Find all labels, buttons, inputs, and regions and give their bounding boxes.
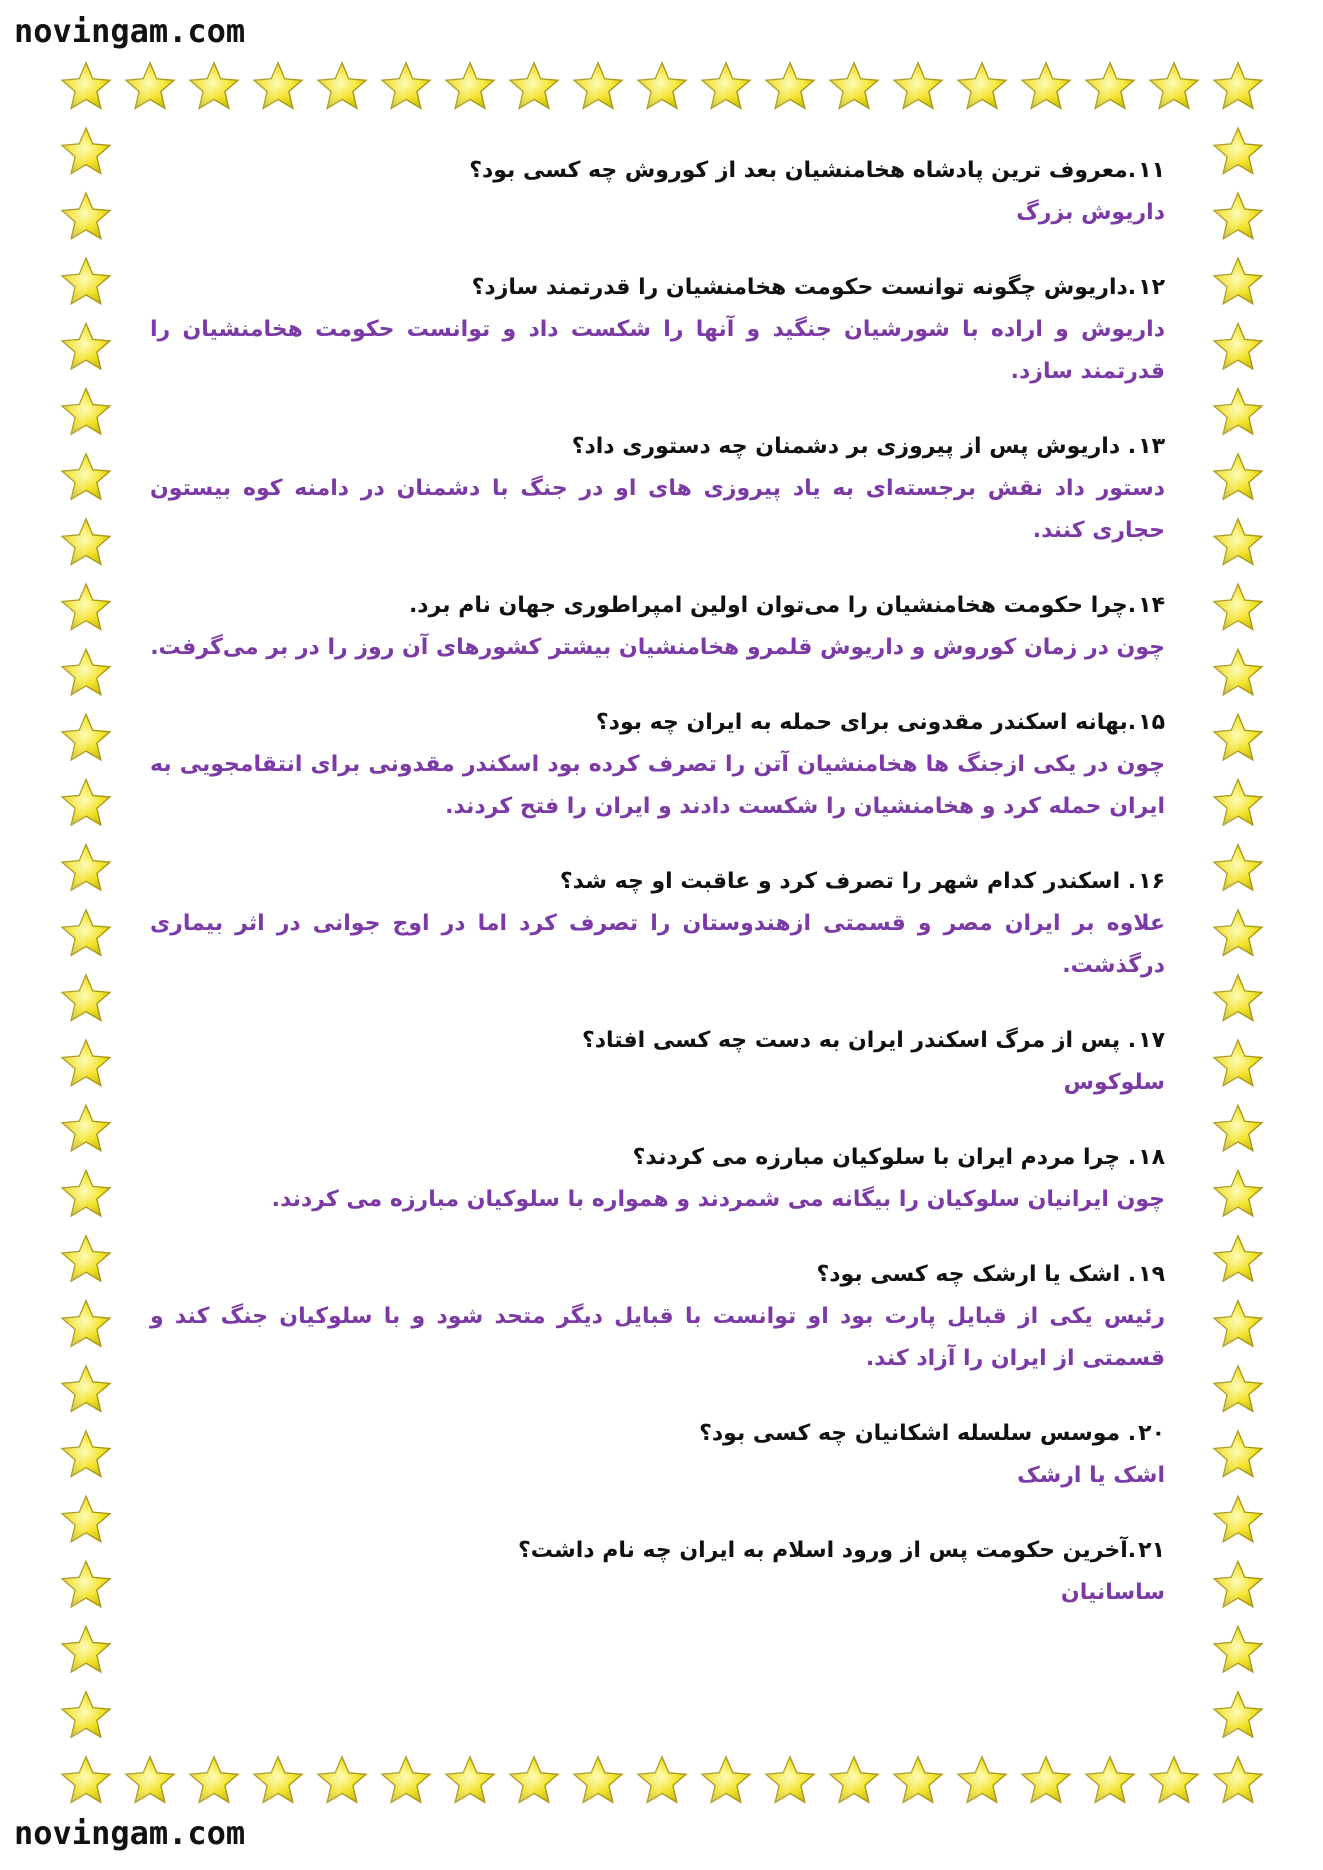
star-icon	[894, 63, 942, 109]
question-text: .داریوش چگونه توانست حکومت هخامنشیان را قدرتمند سازد؟	[471, 275, 1137, 300]
question	[150, 1137, 1165, 1179]
question-text: . پس از مرگ اسکندر ایران به دست چه کسی افتاد؟	[581, 1028, 1137, 1053]
question-number: ۱۳	[1138, 434, 1165, 459]
star-icon	[830, 1757, 878, 1803]
qa-item-13	[150, 426, 1165, 552]
question-number: ۱۲	[1138, 275, 1165, 300]
question	[150, 150, 1165, 192]
star-icon	[62, 845, 110, 891]
star-icon	[126, 1757, 174, 1803]
star-icon	[62, 258, 110, 304]
star-icon	[62, 1105, 110, 1151]
star-icon	[62, 975, 110, 1021]
star-icon	[318, 1757, 366, 1803]
star-icon	[62, 1496, 110, 1542]
star-icon	[958, 1757, 1006, 1803]
star-icon	[702, 1757, 750, 1803]
star-icon	[1214, 63, 1262, 109]
question-number: ۱۸	[1138, 1145, 1165, 1170]
star-icon	[1214, 1301, 1262, 1347]
star-icon	[1214, 1561, 1262, 1607]
star-icon	[62, 193, 110, 239]
star-icon	[62, 128, 110, 174]
star-icon	[62, 1301, 110, 1347]
answer: چون ایرانیان سلوکیان را بیگانه می شمردند و همواره با سلوکیان مبارزه می کردند.	[271, 1187, 1165, 1212]
answer: داریوش بزرگ	[1016, 200, 1165, 225]
star-icon	[830, 63, 878, 109]
star-icon	[766, 63, 814, 109]
star-icon	[62, 323, 110, 369]
watermark-top: novingam.com	[14, 12, 246, 50]
question-text: .آخرین حکومت پس از ورود اسلام به ایران چه نام داشت؟	[518, 1538, 1137, 1563]
question-number: ۱۵	[1138, 710, 1165, 735]
qa-item-14	[150, 585, 1165, 669]
question	[150, 1254, 1165, 1296]
star-icon	[1214, 1170, 1262, 1216]
star-icon	[62, 649, 110, 695]
question-number: ۱۶	[1138, 869, 1165, 894]
star-icon	[894, 1757, 942, 1803]
star-icon	[1214, 910, 1262, 956]
star-icon	[1022, 63, 1070, 109]
answer: دستور داد نقش برجسته‌ای به یاد پیروزی های او در جنگ با دشمنان در دامنه کوه بیستون حجاری کنند.	[150, 476, 1165, 543]
star-icon	[1214, 845, 1262, 891]
star-icon	[254, 1757, 302, 1803]
star-icon	[62, 714, 110, 760]
watermark-bottom: novingam.com	[14, 1814, 246, 1852]
star-icon	[510, 63, 558, 109]
star-icon	[254, 63, 302, 109]
star-icon	[766, 1757, 814, 1803]
question-number: ۱۱	[1138, 158, 1165, 183]
star-icon	[1214, 714, 1262, 760]
question-number: ۱۷	[1138, 1028, 1165, 1053]
star-icon	[62, 584, 110, 630]
star-icon	[1214, 1366, 1262, 1412]
qa-item-17	[150, 1020, 1165, 1104]
star-icon	[446, 1757, 494, 1803]
star-icon	[1214, 649, 1262, 695]
question-number: ۱۴	[1138, 593, 1165, 618]
star-icon	[1214, 454, 1262, 500]
star-icon	[1086, 63, 1134, 109]
answer: رئیس یکی از قبایل پارت بود او توانست با قبایل دیگر متحد شود و با سلوکیان جنگ کند و قسمتی از ایران را آزاد کند.	[150, 1304, 1165, 1371]
answer: علاوه بر ایران مصر و قسمتی ازهندوستان را تصرف کرد اما در اوج جوانی در اثر بیماری درگذشت.	[150, 911, 1165, 978]
question-text: .بهانه اسکندر مقدونی برای حمله به ایران چه بود؟	[595, 710, 1137, 735]
star-icon	[1022, 1757, 1070, 1803]
star-icon	[1214, 519, 1262, 565]
star-icon	[190, 63, 238, 109]
answer: اشک یا ارشک	[1017, 1463, 1165, 1488]
star-icon	[1214, 1105, 1262, 1151]
star-icon	[62, 63, 110, 109]
star-icon	[1214, 1040, 1262, 1086]
qa-item-15	[150, 702, 1165, 828]
star-icon	[62, 1561, 110, 1607]
star-icon	[1150, 63, 1198, 109]
star-icon	[1214, 258, 1262, 304]
star-icon	[574, 63, 622, 109]
star-icon	[318, 63, 366, 109]
qa-item-21	[150, 1530, 1165, 1614]
question	[150, 861, 1165, 903]
answer: چون در یکی ازجنگ ها هخامنشیان آتن را تصرف کرده بود اسکندر مقدونی برای انتقامجویی به ایران حمله کرد و هخامنشیان را شکست دادند و ایران را فتح کردند.	[150, 752, 1165, 819]
question-number: ۲۱	[1138, 1538, 1165, 1563]
question-text: . چرا مردم ایران با سلوکیان مبارزه می کردند؟	[632, 1145, 1137, 1170]
star-icon	[1214, 128, 1262, 174]
star-icon	[1214, 193, 1262, 239]
question-text: . موسس سلسله اشکانیان چه کسی بود؟	[699, 1421, 1137, 1446]
question	[150, 1020, 1165, 1062]
star-icon	[62, 1431, 110, 1477]
star-icon	[1214, 1236, 1262, 1282]
star-icon	[1150, 1757, 1198, 1803]
star-icon	[1214, 389, 1262, 435]
qa-item-11	[150, 150, 1165, 234]
star-icon	[574, 1757, 622, 1803]
question	[150, 1413, 1165, 1455]
star-icon	[62, 519, 110, 565]
star-icon	[1214, 584, 1262, 630]
star-icon	[62, 1366, 110, 1412]
star-icon	[62, 1170, 110, 1216]
star-icon	[702, 63, 750, 109]
star-icon	[126, 63, 174, 109]
star-icon	[62, 1040, 110, 1086]
star-icon	[62, 1757, 110, 1803]
star-icon	[638, 63, 686, 109]
question-text: .چرا حکومت هخامنشیان را می‌توان اولین امپراطوری جهان نام برد.	[408, 593, 1137, 618]
star-icon	[1214, 323, 1262, 369]
star-icon	[382, 63, 430, 109]
qa-list	[150, 150, 1165, 1647]
star-icon	[446, 63, 494, 109]
star-icon	[1214, 1626, 1262, 1672]
star-icon	[1214, 1496, 1262, 1542]
star-icon	[62, 779, 110, 825]
question	[150, 426, 1165, 468]
star-icon	[1214, 779, 1262, 825]
star-icon	[1214, 1692, 1262, 1738]
question-text: .معروف ترین پادشاه هخامنشیان بعد از کوروش چه کسی بود؟	[469, 158, 1137, 183]
star-icon	[510, 1757, 558, 1803]
star-icon	[958, 63, 1006, 109]
answer: چون در زمان کوروش و داریوش قلمرو هخامنشیان بیشتر کشورهای آن روز را در بر می‌گرفت.	[150, 635, 1165, 660]
qa-item-19	[150, 1254, 1165, 1380]
star-icon	[62, 389, 110, 435]
question-number: ۲۰	[1138, 1421, 1165, 1446]
question-text: . اشک یا ارشک چه کسی بود؟	[816, 1262, 1137, 1287]
qa-item-16	[150, 861, 1165, 987]
star-icon	[62, 1692, 110, 1738]
star-icon	[1214, 1757, 1262, 1803]
answer: ساسانیان	[1060, 1580, 1165, 1605]
star-icon	[1214, 975, 1262, 1021]
answer: داریوش و اراده با شورشیان جنگید و آنها را شکست داد و توانست حکومت هخامنشیان را قدرتمند سازد.	[150, 317, 1165, 384]
question-number: ۱۹	[1138, 1262, 1165, 1287]
question	[150, 702, 1165, 744]
star-icon	[62, 454, 110, 500]
star-icon	[1214, 1431, 1262, 1477]
question	[150, 267, 1165, 309]
star-icon	[1086, 1757, 1134, 1803]
star-icon	[638, 1757, 686, 1803]
question	[150, 585, 1165, 627]
question-text: . داریوش پس از پیروزی بر دشمنان چه دستوری داد؟	[571, 434, 1137, 459]
answer: سلوکوس	[1063, 1070, 1165, 1095]
qa-item-12	[150, 267, 1165, 393]
question	[150, 1530, 1165, 1572]
star-icon	[382, 1757, 430, 1803]
star-icon	[190, 1757, 238, 1803]
star-icon	[62, 1236, 110, 1282]
qa-item-18	[150, 1137, 1165, 1221]
qa-item-20	[150, 1413, 1165, 1497]
star-icon	[62, 910, 110, 956]
question-text: . اسکندر کدام شهر را تصرف کرد و عاقبت او چه شد؟	[559, 869, 1137, 894]
star-icon	[62, 1626, 110, 1672]
